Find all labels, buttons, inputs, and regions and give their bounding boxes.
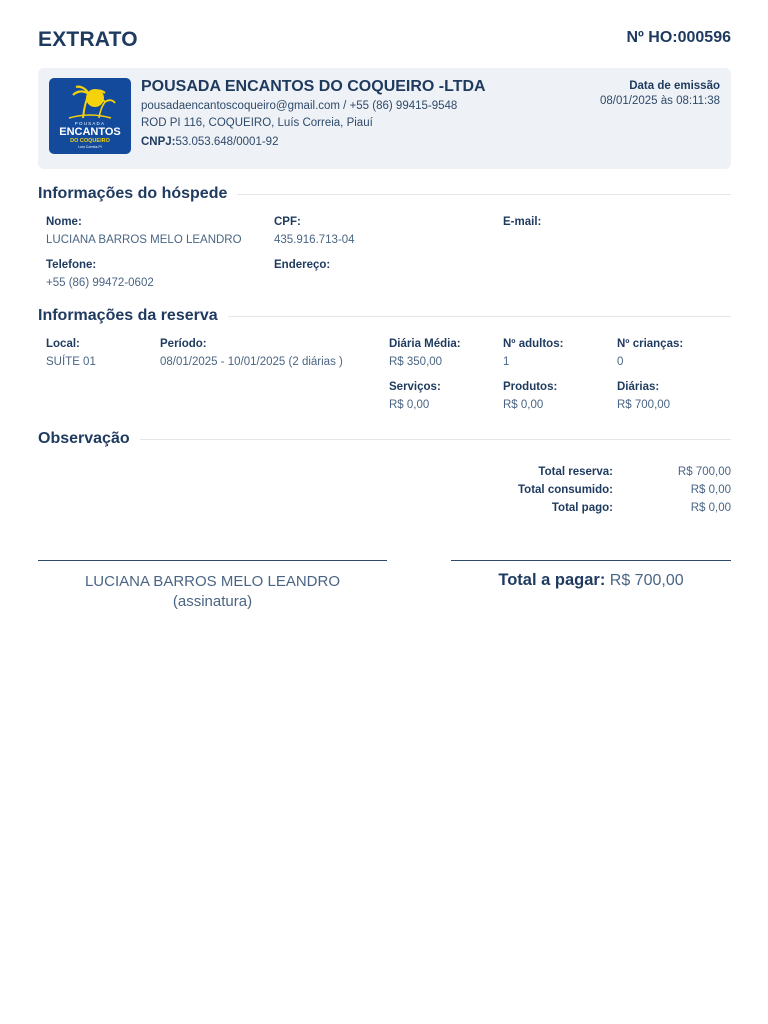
logo-text-pousada: POUSADA (74, 121, 106, 126)
total-reserva-value: R$ 700,00 (677, 466, 731, 478)
guest-section-title: Informações do hóspede (38, 185, 237, 203)
reservation-products-value: R$ 0,00 (503, 399, 544, 411)
emission-date: 08/01/2025 às 08:11:38 (599, 95, 720, 107)
cnpj-label: CNPJ: (141, 136, 176, 148)
guest-cpf-value: 435.916.713-04 (274, 234, 355, 246)
reservation-local-field (46, 337, 96, 369)
reservation-section-title: Informações da reserva (38, 307, 228, 325)
company-cnpj (141, 136, 486, 148)
reservation-section-heading (38, 307, 731, 327)
reservation-services-field (389, 380, 441, 412)
observation-section-title: Observação (38, 430, 140, 448)
section-divider (38, 439, 731, 440)
reservation-daily-label: Diárias: (617, 381, 660, 393)
guest-email-label: E-mail: (503, 216, 542, 228)
company-card (38, 68, 731, 169)
total-to-pay (451, 571, 731, 590)
cnpj-value: 53.053.648/0001-92 (175, 136, 279, 148)
guest-phone-field (46, 258, 154, 290)
total-to-pay-label: Total a pagar: (498, 571, 606, 589)
reservation-children-value: 0 (617, 356, 624, 368)
reservation-period-label: Período: (160, 338, 207, 350)
guest-cpf-field (274, 215, 355, 247)
signature-line (38, 560, 387, 561)
reservation-adults-value: 1 (503, 356, 510, 368)
total-consumido-row (38, 484, 731, 498)
total-pago-row (38, 502, 731, 516)
company-name: POUSADA ENCANTOS DO COQUEIRO -LTDA (141, 78, 486, 95)
logo-text-encantos: ENCANTOS (59, 126, 121, 138)
reservation-adults-field (503, 337, 563, 369)
reservation-children-field (617, 337, 683, 369)
guest-address-field (274, 258, 330, 276)
total-pay-line (451, 560, 731, 561)
reservation-products-label: Produtos: (503, 381, 558, 393)
guest-phone-label: Telefone: (46, 259, 97, 271)
reservation-adults-label: Nº adultos: (503, 338, 564, 350)
reservation-period-value: 08/01/2025 - 10/01/2025 (2 diárias ) (160, 356, 343, 368)
signature-block (38, 572, 387, 612)
reservation-children-label: Nº crianças: (617, 338, 684, 350)
company-info (141, 78, 486, 148)
guest-section-heading (38, 185, 731, 205)
signature-note: (assinatura) (172, 593, 253, 610)
guest-email-field (503, 215, 541, 233)
guest-cpf-label: CPF: (274, 216, 301, 228)
document-number: Nº HO:000596 (626, 29, 731, 46)
observation-section-heading (38, 430, 731, 450)
guest-name-label: Nome: (46, 216, 82, 228)
total-to-pay-value: R$ 700,00 (609, 572, 684, 589)
reservation-products-field (503, 380, 557, 412)
reservation-local-value: SUÍTE 01 (46, 356, 96, 368)
reservation-local-label: Local: (46, 338, 80, 350)
total-consumido-value: R$ 0,00 (690, 484, 731, 496)
company-contact: pousadaencantoscoqueiro@gmail.com / +55 (86) 99415-9548 (141, 100, 458, 112)
company-address: ROD PI 116, COQUEIRO, Luís Correia, Piauí (141, 117, 373, 129)
total-reserva-label: Total reserva: (538, 466, 613, 478)
guest-name-value: LUCIANA BARROS MELO LEANDRO (46, 234, 242, 246)
document-header (38, 28, 731, 54)
logo-text-location: Luís Correia-PI (78, 145, 102, 149)
guest-address-label: Endereço: (274, 259, 331, 271)
reservation-services-label: Serviços: (389, 381, 441, 393)
guest-phone-value: +55 (86) 99472-0602 (46, 277, 154, 289)
reservation-daily-value: R$ 700,00 (617, 399, 671, 411)
reservation-avg-value: R$ 350,00 (389, 356, 443, 368)
signature-name: LUCIANA BARROS MELO LEANDRO (84, 573, 341, 590)
reservation-avg-field (389, 337, 461, 369)
emission-info (600, 80, 720, 107)
document-title: EXTRATO (38, 28, 138, 51)
total-reserva-row (38, 466, 731, 480)
logo-text-coqueiro: DO COQUEIRO (70, 138, 110, 144)
total-pago-label: Total pago: (551, 502, 613, 514)
reservation-avg-label: Diária Média: (389, 338, 461, 350)
palm-tree-icon (49, 78, 131, 154)
guest-name-field (46, 215, 242, 247)
total-consumido-label: Total consumido: (518, 484, 613, 496)
reservation-daily-field (617, 380, 670, 412)
company-logo (49, 78, 131, 154)
reservation-services-value: R$ 0,00 (389, 399, 430, 411)
total-pago-value: R$ 0,00 (690, 502, 731, 514)
reservation-period-field (160, 337, 343, 369)
emission-label: Data de emissão (629, 80, 720, 92)
